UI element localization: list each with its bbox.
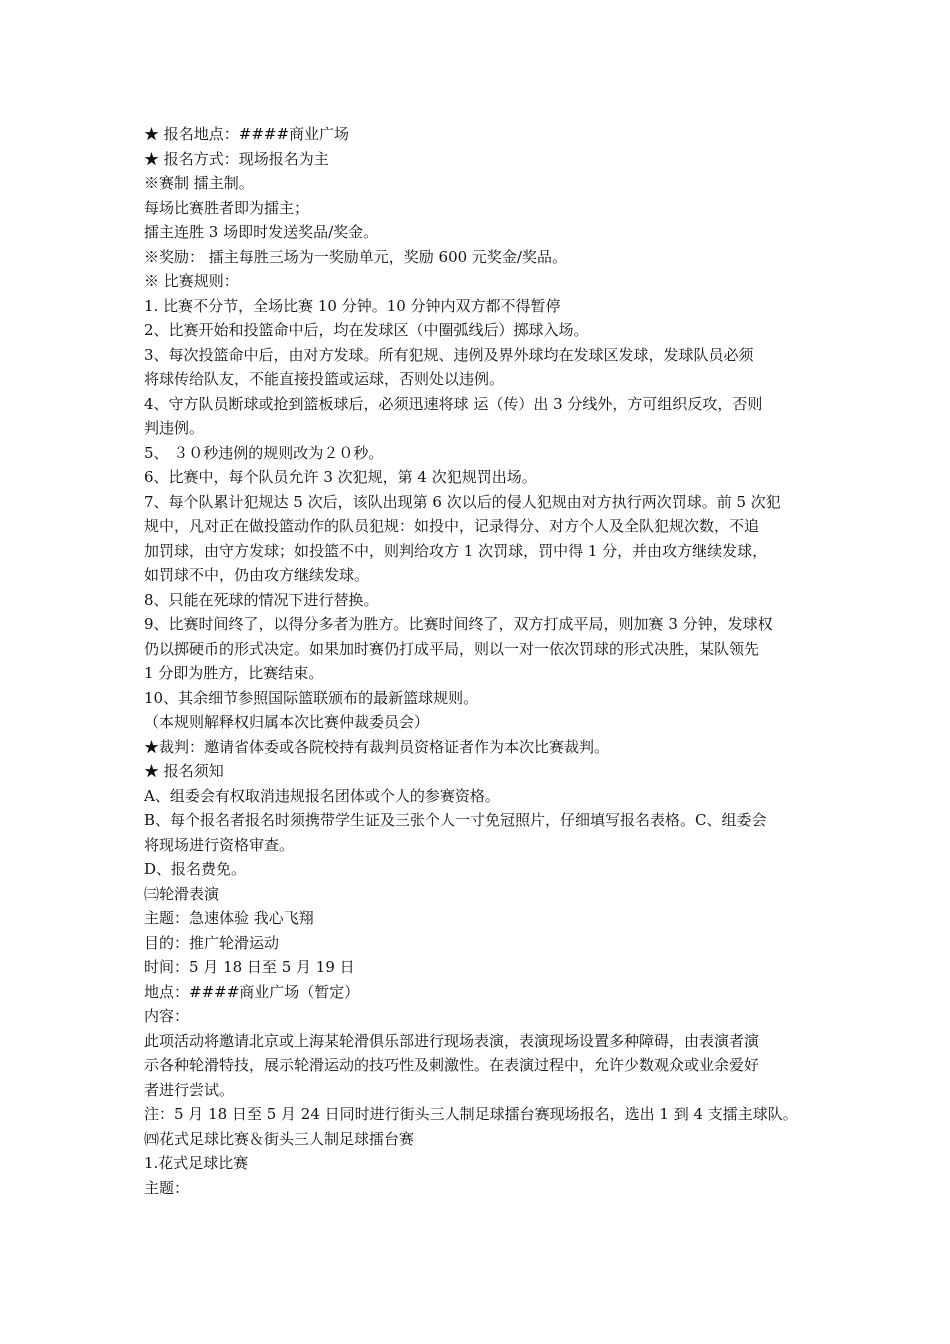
reward-line: ※奖励： 擂主每胜三场为一奖励单元，奖励 600 元奖金/奖品。 xyxy=(144,247,567,266)
football-theme-label: 主题： xyxy=(144,1178,190,1197)
skating-location: 地点：####商业广场（暂定） xyxy=(144,982,360,1001)
notice-b-line-2: 将现场进行资格审查。 xyxy=(144,835,295,854)
document-body xyxy=(144,122,814,1200)
skating-note: 注：5 月 18 日至 5 月 24 日同时进行街头三人制足球擂台赛现场报名，选出 1 到 4 支擂主球队。 xyxy=(144,1105,798,1123)
skating-purpose: 目的：推广轮滑运动 xyxy=(144,933,280,952)
skating-theme: 主题：急速体验 我心飞翔 xyxy=(144,909,314,927)
rules-heading: ※ 比赛规则： xyxy=(144,272,239,290)
skating-time: 时间：5 月 18 日至 5 月 19 日 xyxy=(144,958,355,976)
rule-8: 8、只能在死球的情况下进行替换。 xyxy=(144,590,379,609)
freestyle-football-subheading: 1.花式足球比赛 xyxy=(144,1154,249,1172)
notice-a: A、组委会有权取消违规报名团体或个人的参赛资格。 xyxy=(144,786,500,805)
skating-content-label: 内容： xyxy=(144,1007,190,1025)
notice-d: D、报名费免。 xyxy=(144,860,247,878)
rule-4-line-2: 判违例。 xyxy=(144,419,205,437)
notice-b-line-1: B、每个报名者报名时须携带学生证及三张个人一寸免冠照片，仔细填写报名表格。C、组委会 xyxy=(144,811,767,829)
rule-9-line-2: 仍以掷硬币的形式决定。如果加时赛仍打成平局，则以一对一依次罚球的形式决胜，某队领先 xyxy=(144,639,760,658)
rule-3-line-1: 3、每次投篮命中后，由对方发球。所有犯规、违例及界外球均在发球区发球，发球队员必须 xyxy=(144,345,754,364)
skating-content-line-2: 示各种轮滑特技，展示轮滑运动的技巧性及刺激性。在表演过程中，允许少数观众或业余爱好 xyxy=(144,1056,760,1074)
referee-line: ★裁判：邀请省体委或各院校持有裁判员资格证者作为本次比赛裁判。 xyxy=(144,737,610,756)
rule-6: 6、比赛中，每个队员允许 3 次犯规，第 4 次犯规罚出场。 xyxy=(144,468,537,486)
rule-10: 10、其余细节参照国际篮联颁布的最新篮球规则。 xyxy=(144,688,479,707)
skating-content-line-1: 此项活动将邀请北京或上海某轮滑俱乐部进行现场表演，表演现场设置多种障碍，由表演者演 xyxy=(144,1031,760,1050)
registration-notice-heading: ★ 报名须知 xyxy=(144,762,224,780)
rule-1: 1. 比赛不分节，全场比赛 10 分钟。10 分钟内双方都不得暂停 xyxy=(144,296,561,315)
registration-location-line: ★ 报名地点：####商业广场 xyxy=(144,125,350,143)
format-line-1: 每场比赛胜者即为擂主； xyxy=(144,198,310,217)
registration-method-line: ★ 报名方式：现场报名为主 xyxy=(144,149,329,168)
rule-7-line-2: 规中，凡对正在做投篮动作的队员犯规：如投中，记录得分、对方个人及全队犯规次数，不追 xyxy=(144,517,760,535)
rule-7-line-1: 7、每个队累计犯规达 5 次后，该队出现第 6 次以后的侵人犯规由对方执行两次罚球。前 5 次犯 xyxy=(144,492,781,511)
rules-interpretation-note: （本规则解释权归属本次比赛仲裁委员会） xyxy=(144,713,430,731)
section-football-heading: ㈣花式足球比赛＆街头三人制足球擂台赛 xyxy=(144,1129,415,1148)
section-roller-skating-heading: ㈢轮滑表演 xyxy=(144,884,220,903)
rule-4-line-1: 4、守方队员断球或抢到篮板球后，必须迅速将球 运（传）出 3 分线外，方可组织反攻，否则 xyxy=(144,394,763,413)
rule-7-line-3: 加罚球，由守方发球；如投篮不中，则判给攻方 1 次罚球，罚中得 1 分，并由攻方继续发球， xyxy=(144,541,768,560)
rule-7-line-4: 如罚球不中，仍由攻方继续发球。 xyxy=(144,566,370,584)
skating-content-line-3: 者进行尝试。 xyxy=(144,1080,235,1099)
format-line-2: 擂主连胜 3 场即时发送奖品/奖金。 xyxy=(144,223,379,241)
rule-5: 5、 ３０秒违例的规则改为２０秒。 xyxy=(144,443,384,462)
rule-9-line-3: 1 分即为胜方，比赛结束。 xyxy=(144,664,324,682)
format-heading: ※赛制 擂主制。 xyxy=(144,174,254,192)
rule-9-line-1: 9、比赛时间终了，以得分多者为胜方。比赛时间终了，双方打成平局，则加赛 3 分钟，发球权 xyxy=(144,615,773,633)
rule-2: 2、比赛开始和投篮命中后，均在发球区（中圈弧线后）掷球入场。 xyxy=(144,321,589,339)
rule-3-line-2: 将球传给队友，不能直接投篮或运球，否则处以违例。 xyxy=(144,370,505,388)
